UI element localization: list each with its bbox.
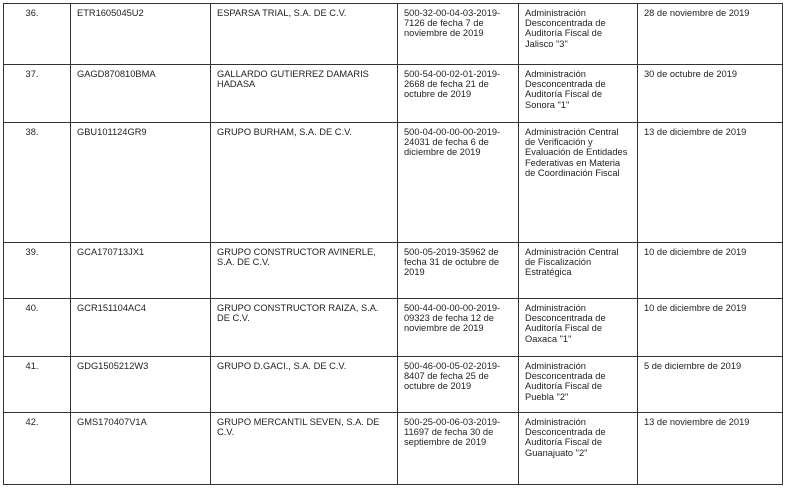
row-number: 38. [4, 123, 71, 243]
authority-cell: Administración Desconcentrada de Auditoría Fiscal de Jalisco "3" [519, 4, 638, 65]
authority-cell: Administración Desconcentrada de Auditoría Fiscal de Puebla "2" [519, 357, 638, 413]
date-cell: 13 de diciembre de 2019 [638, 123, 783, 243]
authority-cell: Administración Central de Fiscalización Estratégica [519, 243, 638, 299]
row-number: 41. [4, 357, 71, 413]
table-row [4, 65, 783, 123]
table-row [4, 413, 783, 485]
oficio-cell: 500-46-00-05-02-2019-8407 de fecha 25 de octubre de 2019 [398, 357, 519, 413]
date-cell: 10 de diciembre de 2019 [638, 299, 783, 357]
rfc-cell: GBU101124GR9 [71, 123, 211, 243]
table-row [4, 357, 783, 413]
authority-cell: Administración Central de Verificación y Evaluación de Entidades Federativas en Materia de Coordinación Fiscal [519, 123, 638, 243]
row-number: 37. [4, 65, 71, 123]
date-cell: 28 de noviembre de 2019 [638, 4, 783, 65]
row-number: 36. [4, 4, 71, 65]
table-row [4, 243, 783, 299]
table-row [4, 299, 783, 357]
taxpayer-name-cell: GRUPO CONSTRUCTOR RAIZA, S.A. DE C.V. [211, 299, 398, 357]
oficio-cell: 500-25-00-06-03-2019-11697 de fecha 30 de septiembre de 2019 [398, 413, 519, 485]
taxpayer-name-cell: GRUPO D.GACI., S.A. DE C.V. [211, 357, 398, 413]
row-number: 42. [4, 413, 71, 485]
date-cell: 10 de diciembre de 2019 [638, 243, 783, 299]
date-cell: 5 de diciembre de 2019 [638, 357, 783, 413]
rfc-cell: GMS170407V1A [71, 413, 211, 485]
oficio-cell: 500-05-2019-35962 de fecha 31 de octubre de 2019 [398, 243, 519, 299]
rfc-cell: GAGD870810BMA [71, 65, 211, 123]
table-row [4, 123, 783, 243]
rfc-cell: ETR1605045U2 [71, 4, 211, 65]
row-number: 40. [4, 299, 71, 357]
taxpayer-list-table [3, 3, 783, 485]
taxpayer-name-cell: ESPARSA TRIAL, S.A. DE C.V. [211, 4, 398, 65]
taxpayer-name-cell: GRUPO CONSTRUCTOR AVINERLE, S.A. DE C.V. [211, 243, 398, 299]
oficio-cell: 500-32-00-04-03-2019- 7126 de fecha 7 de noviembre de 2019 [398, 4, 519, 65]
date-cell: 13 de noviembre de 2019 [638, 413, 783, 485]
oficio-cell: 500-44-00-00-00-2019-09323 de fecha 12 de noviembre de 2019 [398, 299, 519, 357]
date-cell: 30 de octubre de 2019 [638, 65, 783, 123]
rfc-cell: GDG1505212W3 [71, 357, 211, 413]
authority-cell: Administración Desconcentrada de Auditoría Fiscal de Guanajuato "2" [519, 413, 638, 485]
authority-cell: Administración Desconcentrada de Auditoría Fiscal de Oaxaca "1" [519, 299, 638, 357]
rfc-cell: GCA170713JX1 [71, 243, 211, 299]
taxpayer-name-cell: GRUPO MERCANTIL SEVEN, S.A. DE C.V. [211, 413, 398, 485]
taxpayer-name-cell: GALLARDO GUTIERREZ DAMARIS HADASA [211, 65, 398, 123]
oficio-cell: 500-54-00-02-01-2019-2668 de fecha 21 de octubre de 2019 [398, 65, 519, 123]
taxpayer-name-cell: GRUPO BURHAM, S.A. DE C.V. [211, 123, 398, 243]
row-number: 39. [4, 243, 71, 299]
rfc-cell: GCR151104AC4 [71, 299, 211, 357]
authority-cell: Administración Desconcentrada de Auditoría Fiscal de Sonora "1" [519, 65, 638, 123]
table-row [4, 4, 783, 65]
oficio-cell: 500-04-00-00-00-2019-24031 de fecha 6 de diciembre de 2019 [398, 123, 519, 243]
